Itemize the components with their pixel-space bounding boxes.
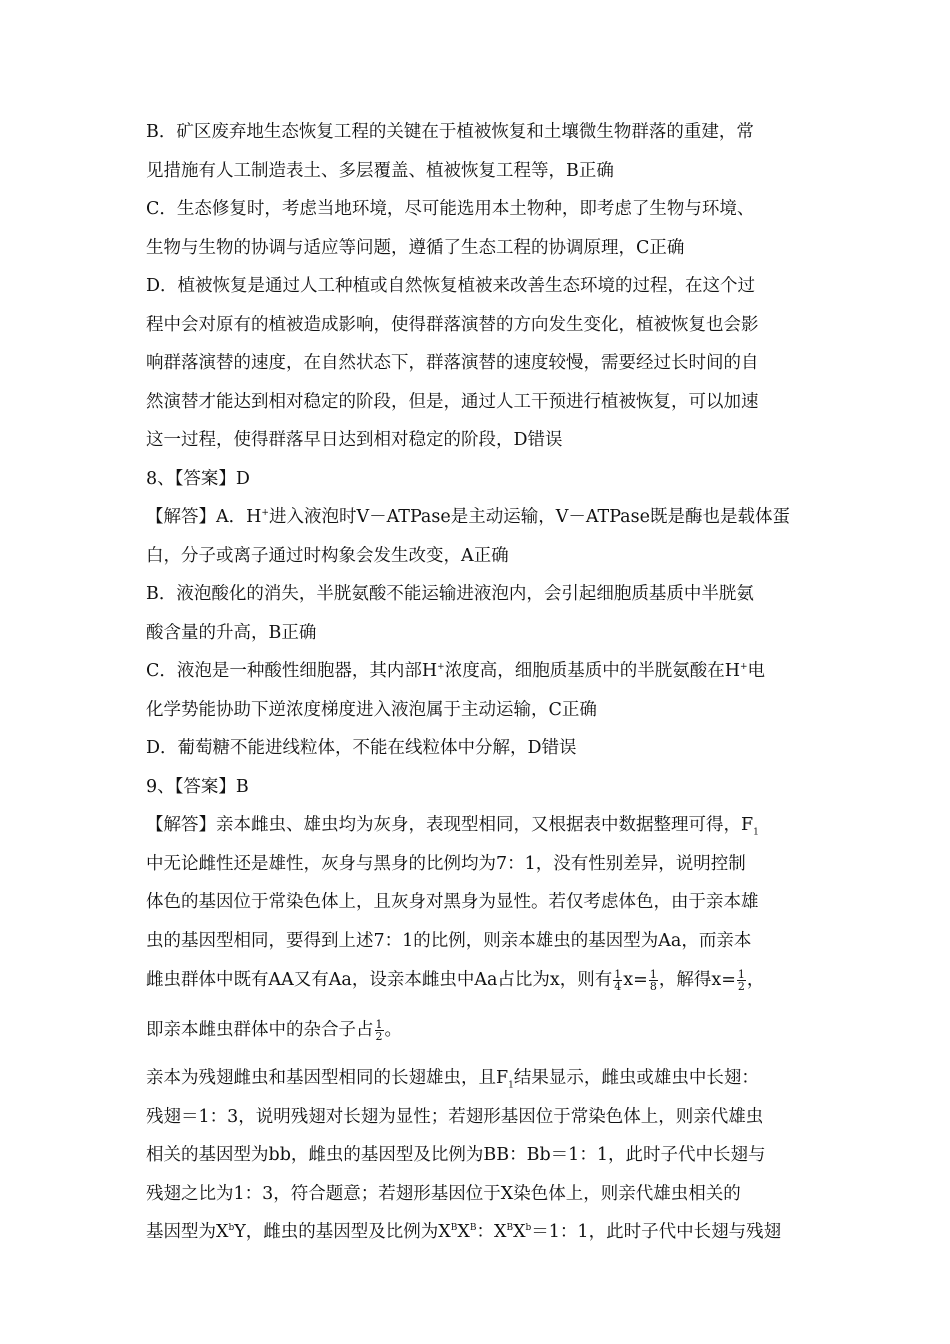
text-segment: X (513, 1222, 526, 1242)
fraction (737, 969, 746, 992)
text-line: 残翅之比为1：3，符合题意；若翅形基因位于X染色体上，则亲代雄虫相关的 (146, 1184, 741, 1204)
text-segment: 即亲本雌虫群体中的杂合子占 (146, 1020, 374, 1040)
answer-heading: 8、【答案】D (146, 469, 250, 489)
denominator: 8 (649, 980, 657, 993)
text-segment: 【解答】亲本雌虫、雄虫均为灰身，表现型相同，又根据表中数据整理可得，F (146, 815, 754, 835)
denominator: 4 (614, 980, 622, 993)
numerator: 1 (375, 1018, 383, 1031)
text-segment: 【解答】A．H (146, 507, 262, 527)
text-segment: C．液泡是一种酸性细胞器，其内部H (146, 661, 438, 681)
numerator: 1 (614, 968, 622, 981)
text-segment: X (457, 1222, 470, 1242)
text-line: D．植被恢复是通过人工种植或自然恢复植被来改善生态环境的过程，在这个过 (146, 276, 756, 296)
text-line: B．矿区废弃地生态恢复工程的关键在于植被恢复和土壤微生物群落的重建，常 (146, 122, 754, 142)
text-segment: 亲本为残翅雌虫和基因型相同的长翅雄虫，且F (146, 1068, 509, 1088)
text-segment: ，解得x= (658, 970, 736, 990)
text-line (146, 505, 816, 529)
text-line: 残翅＝1：3，说明残翅对长翅为显性；若翅形基因位于常染色体上，则亲代雄虫 (146, 1107, 764, 1127)
text-segment: 雌虫群体中既有AA又有Aa，设亲本雌虫中Aa占比为x，则有 (146, 970, 613, 990)
fraction (649, 969, 658, 992)
text-line: D．葡萄糖不能进线粒体，不能在线粒体中分解，D错误 (146, 738, 577, 758)
text-line: 白，分子或离子通过时构象会发生改变，A正确 (146, 546, 509, 566)
fraction (375, 1019, 384, 1042)
text-line (146, 1066, 816, 1090)
denominator: 2 (375, 1030, 383, 1043)
text-segment: ＝1：1，此时子代中长翅与残翅 (531, 1222, 782, 1242)
text-line: 生物与生物的协调与适应等问题，遵循了生态工程的协调原理，C正确 (146, 238, 685, 258)
superscript: b (228, 1223, 235, 1234)
superscript: B (450, 1223, 458, 1234)
superscript: B (506, 1223, 514, 1234)
text-line: B．液泡酸化的消失，半胱氨酸不能运输进液泡内，会引起细胞质基质中半胱氨 (146, 584, 754, 604)
text-line: 见措施有人工制造表土、多层覆盖、植被恢复工程等，B正确 (146, 161, 614, 181)
numerator: 1 (737, 968, 745, 981)
text-line: 虫的基因型相同，要得到上述7：1的比例，则亲本雄虫的基因型为Aa，而亲本 (146, 931, 752, 951)
text-segment: 进入液泡时V－ATPase是主动运输，V－ATPase既是酶也是载体蛋 (268, 507, 790, 527)
answer-heading: 9、【答案】B (146, 777, 249, 797)
text-line (146, 1220, 816, 1244)
fraction (613, 969, 622, 992)
text-line (146, 1018, 816, 1042)
text-line (146, 968, 816, 992)
subscript: 1 (508, 1080, 514, 1091)
text-line: 响群落演替的速度，在自然状态下，群落演替的速度较慢，需要经过长时间的自 (146, 353, 759, 373)
text-line: 中无论雌性还是雄性，灰身与黑身的比例均为7：1，没有性别差异，说明控制 (146, 854, 746, 874)
text-segment: x= (623, 970, 648, 990)
text-line (146, 813, 816, 837)
text-segment: ， (746, 970, 765, 990)
text-segment: 结果显示，雌虫或雄虫中长翅： (513, 1068, 759, 1088)
text-line: 酸含量的升高，B正确 (146, 623, 317, 643)
text-segment: 。 (384, 1020, 402, 1040)
text-line: 这一过程，使得群落早日达到相对稳定的阶段，D错误 (146, 430, 563, 450)
text-line: 程中会对原有的植被造成影响，使得群落演替的方向发生变化，植被恢复也会影 (146, 315, 759, 335)
text-line: 然演替才能达到相对稳定的阶段，但是，通过人工干预进行植被恢复，可以加速 (146, 392, 759, 412)
numerator: 1 (649, 968, 657, 981)
text-segment: Y，雌虫的基因型及比例为X (234, 1222, 451, 1242)
superscript: + (739, 662, 748, 673)
text-segment: 基因型为X (146, 1222, 229, 1242)
superscript: b (525, 1223, 532, 1234)
text-segment: 浓度高，细胞质基质中的半胱氨酸在H (444, 661, 740, 681)
denominator: 2 (737, 980, 745, 993)
text-line: 相关的基因型为bb，雌虫的基因型及比例为BB：Bb＝1：1，此时子代中长翅与 (146, 1145, 766, 1165)
text-line: 体色的基因位于常染色体上，且灰身对黑身为显性。若仅考虑体色，由于亲本雄 (146, 892, 759, 912)
superscript: + (437, 662, 445, 673)
superscript: + (261, 508, 269, 519)
text-segment: 电 (747, 661, 766, 681)
text-line (146, 659, 816, 683)
superscript: B (469, 1223, 477, 1234)
text-line: C．生态修复时，考虑当地环境，尽可能选用本土物种，即考虑了生物与环境、 (146, 199, 755, 219)
text-segment: ：X (476, 1222, 507, 1242)
text-line: 化学势能协助下逆浓度梯度进入液泡属于主动运输，C正确 (146, 700, 597, 720)
subscript: 1 (753, 827, 759, 838)
